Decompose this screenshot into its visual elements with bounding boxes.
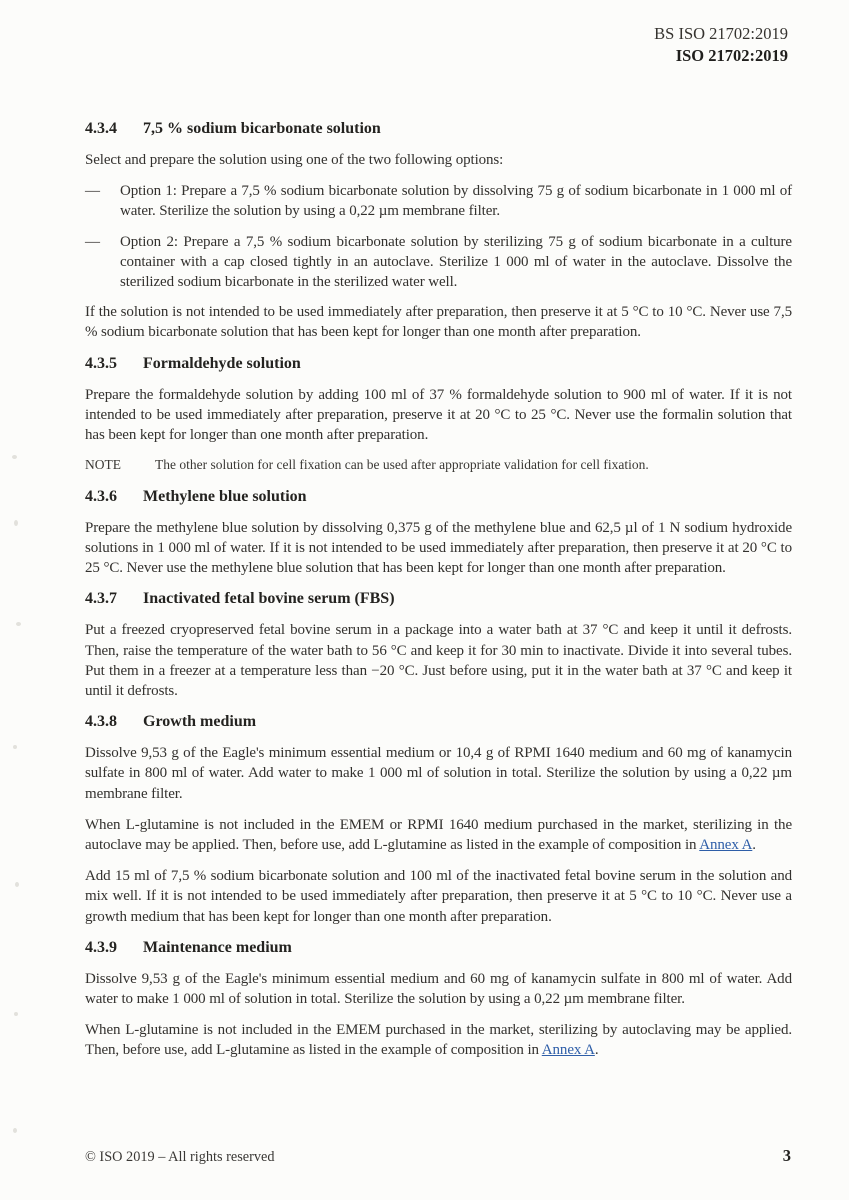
paragraph-text: . — [594, 1042, 599, 1059]
section-title: Growth medium — [143, 713, 257, 731]
section-number: 4.3.7 — [85, 590, 117, 608]
paragraph-434-outro: If the solution is not intended to be used immediately after preparation, then preserve it at 5 °C to 10 °C. Never use 7,5 % sodium bicarbonate solution that has been kept for longer than one month after preparation. — [85, 304, 792, 341]
note-label: NOTE — [85, 457, 121, 473]
page-number: 3 — [782, 1146, 791, 1165]
section-number: 4.3.4 — [85, 120, 117, 137]
scan-artifact — [14, 1012, 18, 1016]
scan-artifact — [13, 1128, 17, 1133]
paragraph-434-intro: Select and prepare the solution using one of the two following options: — [85, 152, 504, 168]
scan-artifact — [12, 455, 17, 459]
paragraph-437: Put a freezed cryopreserved fetal bovine serum in a package into a water bath at 37 °C and keep it until it defrosts. Then, raise the temperature of the water bath to 56 °C and keep it for 30 min to inactivate. Divide it into several tubes. Put them in a freezer at a temperature less than −20 °C. Just before using, put it in the water bath at 37 °C and keep it until it defrosts. — [85, 622, 792, 699]
paragraph-438-2 — [85, 815, 792, 855]
scan-artifact — [16, 622, 21, 626]
list-item-text: Option 1: Prepare a 7,5 % sodium bicarbonate solution by dissolving 75 g of sodium bicarbonate in 1 000 ml of water. Sterilize the solution by using a 0,22 µm membrane filter. — [120, 183, 792, 220]
scan-artifact — [15, 882, 19, 887]
standard-designation-iso: ISO 21702:2019 — [675, 46, 788, 65]
copyright-notice: © ISO 2019 – All rights reserved — [85, 1149, 275, 1165]
paragraph-436: Prepare the methylene blue solution by dissolving 0,375 g of the methylene blue and 62,5 µl of 1 N sodium hydroxide solutions in 1 000 ml of water. If it is not intended to be used immediately after preparation, then preserve it at 20 °C to 25 °C. Never use the methylene blue solution that has been kept for longer than one month after preparation. — [85, 519, 792, 577]
standard-designation-bs: BS ISO 21702:2019 — [654, 24, 788, 43]
section-title: Inactivated fetal bovine serum (FBS) — [143, 590, 395, 608]
page-header — [654, 23, 788, 67]
annex-a-link[interactable]: Annex A — [699, 836, 753, 853]
annex-a-link[interactable]: Annex A — [541, 1042, 595, 1059]
note-text: The other solution for cell fixation can be used after appropriate validation for cell fixation. — [155, 457, 649, 473]
list-item-option-1 — [85, 181, 792, 221]
section-title: Maintenance medium — [143, 938, 292, 956]
section-title: Methylene blue solution — [143, 487, 307, 505]
section-heading-4-3-8 — [85, 712, 792, 732]
note-block — [85, 456, 792, 475]
section-heading-4-3-5 — [85, 354, 792, 374]
document-content — [85, 119, 792, 1072]
list-item-text: Option 2: Prepare a 7,5 % sodium bicarbonate solution by sterilizing 75 g of sodium bicarbonate in a culture container with a cap closed tightly in an autoclave. Sterilize 1 000 ml of water in the autoclave. Dissolve the sterilized sodium bicarbonate in the sterilized water well. — [120, 233, 792, 291]
scan-artifact — [13, 745, 17, 749]
section-title: Formaldehyde solution — [143, 354, 301, 372]
section-heading-4-3-7 — [85, 589, 792, 609]
paragraph-438-1: Dissolve 9,53 g of the Eagle's minimum essential medium or 10,4 g of RPMI 1640 medium and 60 mg of kanamycin sulfate in 800 ml of water. Add water to make 1 000 ml of solution in total. Sterilize the solution by using a 0,22 µm membrane filter. — [85, 745, 792, 802]
section-number: 4.3.6 — [85, 487, 117, 505]
paragraph-439-2 — [85, 1020, 792, 1060]
section-heading-4-3-4 — [85, 119, 792, 139]
section-heading-4-3-9 — [85, 938, 792, 958]
dash-bullet-icon: — — [85, 183, 100, 200]
list-item-option-2 — [85, 232, 792, 293]
section-number: 4.3.9 — [85, 938, 117, 956]
section-heading-4-3-6 — [85, 487, 792, 507]
dash-bullet-icon: — — [85, 233, 100, 250]
paragraph-text: When L-glutamine is not included in the EMEM purchased in the market, sterilizing by autoclaving may be applied. Then, before use, add L-glutamine as listed in the example of composition in — [85, 1022, 792, 1059]
section-number: 4.3.8 — [85, 713, 117, 731]
paragraph-text: When L-glutamine is not included in the EMEM or RPMI 1640 medium purchased in the market, sterilizing in the autoclave may be applied. Then, before use, add L-glutamine as listed in the example of composition in — [85, 816, 792, 853]
page-footer — [85, 1146, 791, 1166]
paragraph-text: . — [752, 836, 756, 853]
paragraph-438-3: Add 15 ml of 7,5 % sodium bicarbonate solution and 100 ml of the inactivated fetal bovine serum in the solution and mix well. If it is not intended to be used immediately after preparation, then preserve it at 5 °C to 10 °C. Never use a growth medium that has been kept for longer than one month after preparation. — [85, 868, 792, 925]
paragraph-435: Prepare the formaldehyde solution by adding 100 ml of 37 % formaldehyde solution to 900 ml of water. If it is not intended to be used immediately after preparation, preserve it at 20 °C to 25 °C. Never use the formalin solution that has been kept for longer than one month after preparation. — [85, 386, 792, 444]
section-number: 4.3.5 — [85, 354, 117, 372]
scan-artifact — [14, 520, 18, 526]
paragraph-439-1: Dissolve 9,53 g of the Eagle's minimum essential medium and 60 mg of kanamycin sulfate in 800 ml of water. Add water to make 1 000 ml of solution in total. Sterilize the solution by using a 0,22 µm membrane filter. — [85, 970, 792, 1007]
section-title: 7,5 % sodium bicarbonate solution — [143, 120, 381, 137]
